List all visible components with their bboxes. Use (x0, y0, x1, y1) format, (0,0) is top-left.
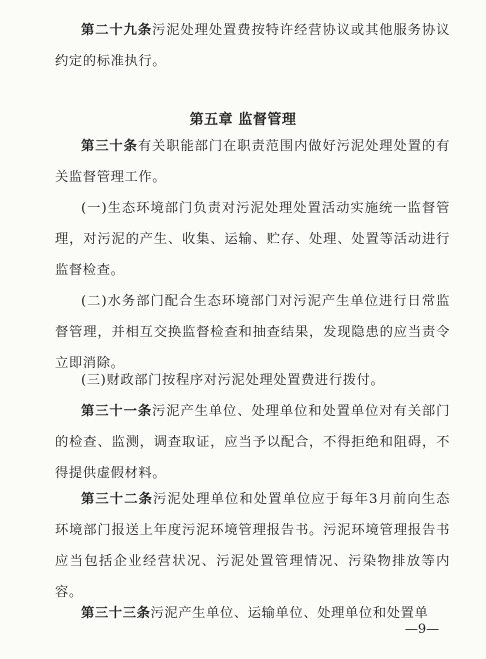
article-32-label: 第三十二条 (81, 492, 153, 507)
article-33 (55, 598, 450, 629)
page-number: —9— (404, 622, 440, 637)
article-31-label: 第三十一条 (81, 404, 153, 419)
article-32-text: 污泥处理单位和处置单位应于每年3月前向生态环境部门报送上年度污泥环境管理报告书。污泥环境管理报告书应当包括企业经营状况、污泥处置管理情况、污染物排放等内容。 (55, 492, 451, 600)
chapter-5-heading: 第五章 监督管理 (189, 112, 297, 128)
article-29-text: 污泥处理处置费按特许经营协议或其他服务协议约定的标准执行。 (55, 23, 451, 69)
article-30-text: 有关职能部门在职责范围内做好污泥处理处置的有关监督管理工作。 (55, 139, 451, 185)
article-30-item-1: (一)生态环境部门负责对污泥处理处置活动实施统一监督管理，对污泥的产生、收集、运输、贮存、处理、处置等活动进行监督检查。 (55, 201, 450, 278)
article-30-item-3: (三)财政部门按程序对污泥处理处置费进行拨付。 (81, 373, 385, 388)
article-31-text: 污泥产生单位、处理单位和处置单位对有关部门的检查、监测，调查取证，应当予以配合，不得拒绝和阻碍，不得提供虚假材料。 (55, 404, 451, 481)
article-29-label: 第二十九条 (81, 23, 153, 38)
article-30 (55, 131, 450, 193)
article-29 (55, 15, 450, 77)
article-31 (55, 396, 450, 489)
article-33-text: 污泥产生单位、运输单位、处理单位和处置单 (150, 606, 429, 621)
article-30-label: 第三十条 (81, 139, 138, 154)
article-30-item-2: (二)水务部门配合生态环境部门对污泥产生单位进行日常监督管理，并相互交换监督检查和抽查结果，发现隐患的应当责令立即消除。 (55, 294, 450, 371)
article-33-label: 第三十三条 (81, 606, 151, 621)
article-32 (55, 484, 450, 608)
